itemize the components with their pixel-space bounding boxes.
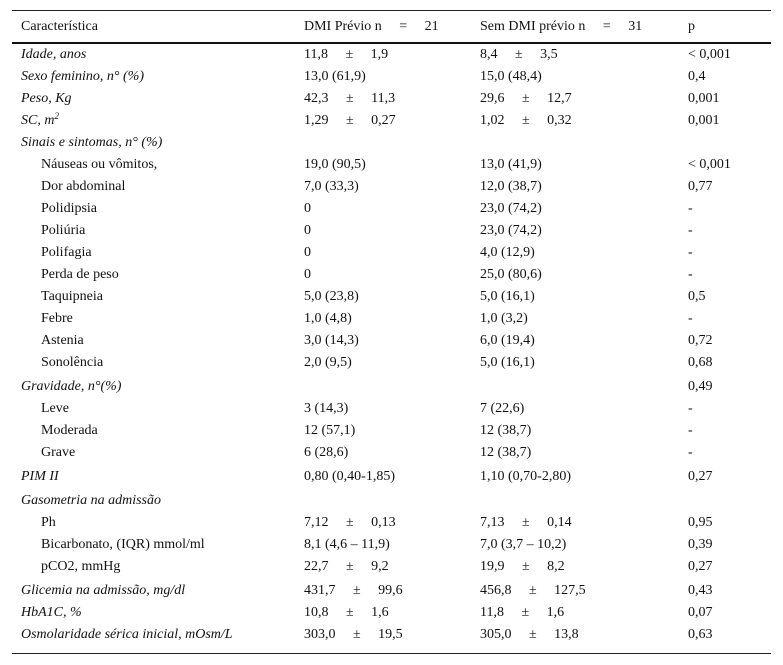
table-row — [12, 442, 771, 464]
row-p-value: 0,39 — [688, 537, 713, 552]
row-label-text: Sinais e sintomas, n° (%) — [21, 135, 163, 150]
row-label — [41, 264, 119, 286]
row-value-dmi-previo: 0,80 (0,40-1,85) — [304, 469, 395, 484]
row-value-sem-dmi: 12 (38,7) — [480, 423, 532, 438]
row-label — [41, 198, 97, 220]
row-label — [41, 330, 84, 352]
table-row — [12, 490, 771, 512]
row-value-sem-dmi: 11,8 ± 1,6 — [480, 605, 565, 620]
row-value-dmi-previo: 2,0 (9,5) — [304, 355, 352, 370]
table-row — [12, 466, 771, 488]
row-value-dmi-previo: 13,0 (61,9) — [304, 69, 366, 84]
row-label — [21, 490, 161, 512]
row-value-sem-dmi: 4,0 (12,9) — [480, 245, 535, 260]
row-value-sem-dmi: 7 (22,6) — [480, 401, 525, 416]
row-p-value: 0,77 — [688, 179, 713, 194]
table-row — [12, 176, 771, 198]
row-value-dmi-previo: 3,0 (14,3) — [304, 333, 359, 348]
table-row — [12, 580, 771, 602]
row-label-text: Poliúria — [41, 223, 86, 238]
table-bottom-rule — [12, 653, 771, 654]
row-p-value: - — [688, 423, 693, 438]
table-row — [12, 242, 771, 264]
row-label-text: Astenia — [41, 333, 84, 348]
row-label — [41, 176, 125, 198]
row-p-value: 0,4 — [688, 69, 706, 84]
row-p-value: < 0,001 — [688, 157, 731, 172]
row-value-sem-dmi: 19,9 ± 8,2 — [480, 559, 565, 574]
row-p-value: - — [688, 245, 693, 260]
row-label-text: HbA1C, % — [21, 605, 82, 620]
row-label — [41, 308, 73, 330]
row-label-text: Perda de peso — [41, 267, 119, 282]
row-value-dmi-previo: 1,29 ± 0,27 — [304, 113, 396, 128]
table-row — [12, 352, 771, 374]
table-row — [12, 420, 771, 442]
row-p-value: - — [688, 401, 693, 416]
row-value-sem-dmi: 25,0 (80,6) — [480, 267, 542, 282]
row-label — [21, 602, 82, 624]
row-value-sem-dmi: 15,0 (48,4) — [480, 69, 542, 84]
row-p-value: 0,5 — [688, 289, 706, 304]
row-label — [41, 398, 69, 420]
table-row — [12, 512, 771, 534]
header-p-value: p — [688, 19, 695, 34]
row-label-text: Peso, Kg — [21, 91, 72, 106]
row-label — [41, 420, 98, 442]
table-row — [12, 624, 771, 646]
table-row — [12, 286, 771, 308]
row-label-text: Sexo feminino, n° (%) — [21, 69, 145, 84]
row-value-dmi-previo: 7,0 (33,3) — [304, 179, 359, 194]
table-row — [12, 264, 771, 286]
row-value-sem-dmi: 1,0 (3,2) — [480, 311, 528, 326]
row-label — [41, 442, 75, 464]
table-row — [12, 66, 771, 88]
row-value-dmi-previo: 3 (14,3) — [304, 401, 349, 416]
row-value-dmi-previo: 5,0 (23,8) — [304, 289, 359, 304]
row-value-dmi-previo: 7,12 ± 0,13 — [304, 515, 396, 530]
table-row — [12, 110, 771, 132]
row-label-text: Moderada — [41, 423, 98, 438]
row-p-value: 0,001 — [688, 91, 720, 106]
row-label-text: Dor abdominal — [41, 179, 126, 194]
row-label-text: Polifagia — [41, 245, 92, 260]
row-value-dmi-previo: 0 — [304, 245, 311, 260]
row-label-text: Leve — [41, 401, 69, 416]
row-value-dmi-previo: 8,1 (4,6 – 11,9) — [304, 537, 390, 552]
row-value-dmi-previo: 12 (57,1) — [304, 423, 356, 438]
row-label — [41, 242, 92, 264]
row-label — [41, 220, 85, 242]
row-p-value: - — [688, 311, 693, 326]
row-label — [41, 154, 157, 176]
row-label-text: PIM II — [21, 469, 59, 484]
row-label-text: Idade, anos — [21, 47, 87, 62]
row-value-sem-dmi: 7,13 ± 0,14 — [480, 515, 572, 530]
table-row — [12, 376, 771, 398]
table-row — [12, 154, 771, 176]
row-p-value: 0,27 — [688, 469, 713, 484]
table-row — [12, 398, 771, 420]
row-label-text: Glicemia na admissão, mg/dl — [21, 583, 186, 598]
row-p-value: 0,27 — [688, 559, 713, 574]
row-p-value: 0,07 — [688, 605, 713, 620]
row-value-sem-dmi: 6,0 (19,4) — [480, 333, 535, 348]
row-label — [21, 624, 233, 646]
row-p-value: 0,43 — [688, 583, 713, 598]
row-p-value: 0,68 — [688, 355, 713, 370]
header-group-sem-dmi: Sem DMI prévio n = 31 — [480, 19, 643, 34]
row-label-text: Osmolaridade sérica inicial, mOsm/L — [21, 627, 233, 642]
row-value-sem-dmi: 12,0 (38,7) — [480, 179, 542, 194]
row-p-value: - — [688, 223, 693, 238]
row-label-text: pCO2, mmHg — [41, 559, 121, 574]
row-label-superscript: 2 — [54, 111, 59, 121]
row-value-dmi-previo: 42,3 ± 11,3 — [304, 91, 396, 106]
header-characteristic: Característica — [21, 19, 98, 34]
table-row — [12, 88, 771, 110]
table-row — [12, 220, 771, 242]
row-value-dmi-previo: 0 — [304, 201, 311, 216]
row-p-value: 0,63 — [688, 627, 713, 642]
row-label-text: Febre — [41, 311, 73, 326]
row-value-sem-dmi: 13,0 (41,9) — [480, 157, 542, 172]
row-label-text: Ph — [41, 515, 56, 530]
row-p-value: 0,72 — [688, 333, 713, 348]
row-label-text: Polidipsia — [41, 201, 98, 216]
row-label-text: SC, m — [21, 113, 55, 128]
row-value-dmi-previo: 431,7 ± 99,6 — [304, 583, 403, 598]
row-value-sem-dmi: 7,0 (3,7 – 10,2) — [480, 537, 567, 552]
table-header-row — [12, 16, 771, 38]
row-p-value: 0,95 — [688, 515, 713, 530]
row-label — [21, 132, 162, 154]
row-label-text: Náuseas ou vômitos, — [41, 157, 158, 172]
row-value-sem-dmi: 1,02 ± 0,32 — [480, 113, 572, 128]
row-value-sem-dmi: 29,6 ± 12,7 — [480, 91, 572, 106]
row-label — [41, 556, 120, 578]
row-value-dmi-previo: 0 — [304, 267, 311, 282]
row-label-text: Bicarbonato, (IQR) mmol/ml — [41, 537, 205, 552]
row-p-value: - — [688, 445, 693, 460]
row-value-dmi-previo: 0 — [304, 223, 311, 238]
table-row — [12, 534, 771, 556]
row-value-sem-dmi: 5,0 (16,1) — [480, 289, 535, 304]
row-value-dmi-previo: 303,0 ± 19,5 — [304, 627, 403, 642]
row-value-sem-dmi: 305,0 ± 13,8 — [480, 627, 579, 642]
row-value-sem-dmi: 12 (38,7) — [480, 445, 532, 460]
row-value-dmi-previo: 22,7 ± 9,2 — [304, 559, 389, 574]
row-label — [41, 512, 56, 534]
row-value-dmi-previo: 10,8 ± 1,6 — [304, 605, 389, 620]
header-group-dmi-previo: DMI Prévio n = 21 — [304, 19, 439, 34]
row-value-sem-dmi: 8,4 ± 3,5 — [480, 47, 558, 62]
table-row — [12, 132, 771, 154]
row-label — [21, 66, 144, 88]
row-label-text: Grave — [41, 445, 76, 460]
row-value-dmi-previo: 1,0 (4,8) — [304, 311, 352, 326]
table-row — [12, 44, 771, 66]
row-label — [41, 352, 103, 374]
row-value-dmi-previo: 19,0 (90,5) — [304, 157, 366, 172]
row-label-text: Gravidade, n°(%) — [21, 379, 122, 394]
table-row — [12, 556, 771, 578]
row-label — [21, 466, 59, 488]
row-p-value: - — [688, 267, 693, 282]
table-row — [12, 330, 771, 352]
row-label — [21, 110, 59, 132]
row-value-sem-dmi: 5,0 (16,1) — [480, 355, 535, 370]
row-value-sem-dmi: 23,0 (74,2) — [480, 223, 542, 238]
row-label — [41, 534, 205, 556]
row-label-text: Sonolência — [41, 355, 104, 370]
row-value-sem-dmi: 456,8 ± 127,5 — [480, 583, 586, 598]
row-label — [21, 376, 121, 398]
row-value-sem-dmi: 1,10 (0,70-2,80) — [480, 469, 571, 484]
row-label-text: Gasometria na admissão — [21, 493, 162, 508]
row-value-dmi-previo: 11,8 ± 1,9 — [304, 47, 389, 62]
row-p-value: 0,49 — [688, 379, 713, 394]
table-row — [12, 602, 771, 624]
row-label — [21, 580, 185, 602]
row-p-value: - — [688, 201, 693, 216]
table-row — [12, 198, 771, 220]
row-value-sem-dmi: 23,0 (74,2) — [480, 201, 542, 216]
table-top-rule — [12, 10, 771, 11]
row-label — [41, 286, 103, 308]
row-p-value: < 0,001 — [688, 47, 731, 62]
row-label — [21, 88, 72, 110]
row-label — [21, 44, 86, 66]
row-p-value: 0,001 — [688, 113, 720, 128]
row-label-text: Taquipneia — [41, 289, 103, 304]
row-value-dmi-previo: 6 (28,6) — [304, 445, 349, 460]
table-row — [12, 308, 771, 330]
